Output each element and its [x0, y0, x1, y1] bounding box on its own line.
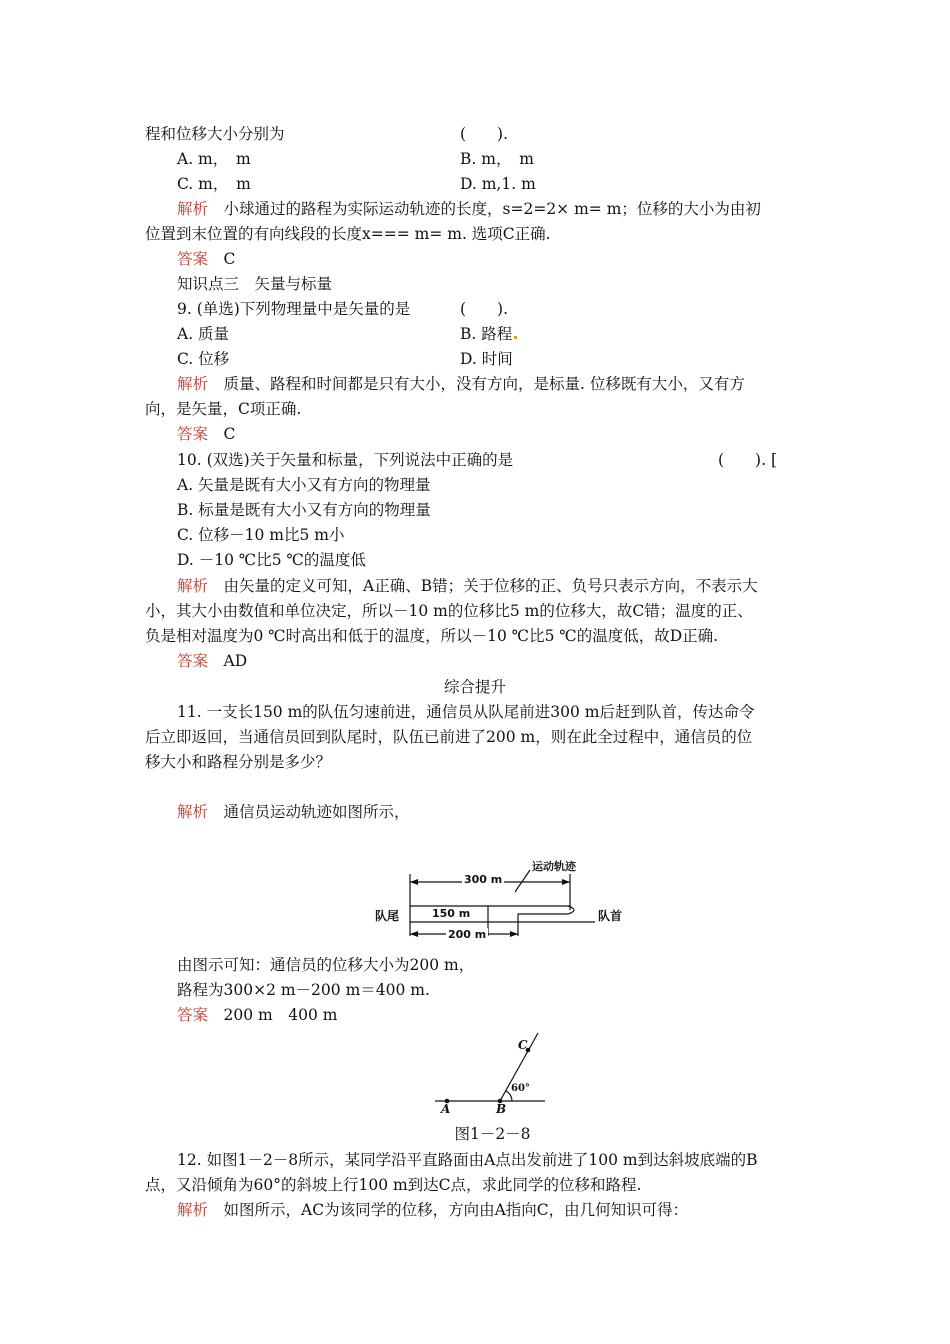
- q10-analysis-line1: 由矢量的定义可知，A正确、B错；关于位移的正、负号只表示方向，不表示大: [223, 577, 758, 595]
- fig-label-tail: 队尾: [375, 909, 400, 923]
- track-figure: [400, 852, 610, 944]
- arrow-left-200: [410, 931, 418, 937]
- q8-paren: ( ).: [460, 125, 509, 143]
- q8-stem-end: 程和位移大小分别为: [145, 125, 285, 143]
- figure-caption: 图1－2－8: [454, 1125, 531, 1143]
- q8-option-d: D. m,1. m: [460, 175, 536, 193]
- fig-label-head: 队首: [598, 909, 623, 923]
- q9-option-d: D. 时间: [460, 350, 513, 368]
- q11-analysis: [177, 802, 410, 822]
- q8-option-b: B. m， m: [460, 150, 534, 168]
- q9-option-a: A. 质量: [177, 325, 230, 343]
- analysis-label: 解析: [177, 577, 209, 595]
- q9-option-b-text: B. 路程: [460, 325, 513, 343]
- q12-analysis-text: 如图所示，AC为该同学的位移，方向由A指向C，由几何知识可得：: [223, 1201, 689, 1219]
- fig-label-200: 200 m: [448, 928, 487, 941]
- section-title: 综合提升: [443, 678, 506, 696]
- q8-analysis-line2: 位置到末位置的有向线段的长度x=== m= m. 选项C正确.: [145, 225, 551, 243]
- fig-label-track: 运动轨迹: [532, 860, 576, 873]
- fig-label-c: C: [518, 1038, 528, 1052]
- q8-answer-value: C: [223, 250, 236, 268]
- q11-analysis-text: 通信员运动轨迹如图所示，: [223, 803, 410, 821]
- q11-answer-value: 200 m 400 m: [223, 1006, 338, 1024]
- q11-line3: 移大小和路程分别是多少？: [145, 753, 332, 771]
- q8-answer: [177, 249, 235, 269]
- q10-option-b: B. 标量是既有大小又有方向的物理量: [177, 501, 431, 519]
- q9-analysis-line1: 质量、路程和时间都是只有大小，没有方向，是标量. 位移既有大小，又有方: [223, 375, 745, 393]
- fig-label-300: 300 m: [464, 873, 503, 886]
- q11-answer: [177, 1005, 337, 1025]
- label-pointer: [515, 870, 530, 892]
- answer-label: 答案: [177, 425, 209, 443]
- analysis-label: 解析: [177, 375, 209, 393]
- q9-option-c: C. 位移: [177, 350, 230, 368]
- q9-answer: [177, 424, 235, 444]
- arrow-right-300: [562, 879, 570, 885]
- fig-label-a: A: [441, 1102, 451, 1116]
- q10-analysis-line2: 小，其大小由数值和单位决定，所以－10 m的位移比5 m的位移大，故C错；温度的正、: [145, 602, 753, 620]
- fig-label-150: 150 m: [432, 907, 471, 920]
- q9-paren: ( ).: [460, 300, 509, 318]
- mark-dot: [514, 336, 517, 339]
- analysis-label: 解析: [177, 803, 209, 821]
- q12-line2: 点，又沿倾角为60°的斜坡上行100 m到达C点，求此同学的位移和路程.: [145, 1176, 642, 1194]
- q11-result-line2: 路程为300×2 m－200 m＝400 m.: [177, 981, 430, 999]
- q10-analysis: [177, 576, 758, 596]
- q10-option-d: D. －10 ℃比5 ℃的温度低: [177, 551, 366, 569]
- q9-analysis: [177, 374, 745, 394]
- q8-option-c: C. m， m: [177, 175, 251, 193]
- q10-paren: ( ). [: [718, 451, 777, 469]
- q9-analysis-line2: 向，是矢量，C项正确.: [145, 400, 302, 418]
- q10-stem: 10. (双选)关于矢量和标量，下列说法中正确的是: [177, 451, 514, 469]
- fig-label-angle: 60°: [511, 1083, 530, 1094]
- q9-answer-value: C: [223, 425, 236, 443]
- q10-answer-value: AD: [223, 652, 248, 670]
- section-heading-3: 知识点三 矢量与标量: [177, 275, 333, 293]
- q12-line1: 12. 如图1－2－8所示，某同学沿平直路面由A点出发前进了100 m到达斜坡底端的B: [177, 1151, 758, 1169]
- q10-answer: [177, 651, 247, 671]
- analysis-label: 解析: [177, 200, 209, 218]
- q11-line1: 11. 一支长150 m的队伍匀速前进，通信员从队尾前进300 m后赶到队首，传达命令: [177, 703, 755, 721]
- q10-analysis-line3: 负是相对温度为0 ℃时高出和低于的温度，所以－10 ℃比5 ℃的温度低，故D正确.: [145, 627, 719, 645]
- q9-stem: 9. (单选)下列物理量中是矢量的是: [177, 300, 411, 318]
- q8-analysis: [177, 199, 761, 219]
- q8-option-a: A. m， m: [177, 150, 251, 168]
- fig-label-b: B: [496, 1102, 507, 1116]
- q8-analysis-line1: 小球通过的路程为实际运动轨迹的长度，s=2=2× m= m；位移的大小为由初: [223, 200, 761, 218]
- q10-option-a: A. 矢量是既有大小又有方向的物理量: [177, 476, 431, 494]
- answer-label: 答案: [177, 652, 209, 670]
- arrow-left-300: [410, 879, 418, 885]
- q12-analysis: [177, 1200, 688, 1220]
- arrow-right-200: [510, 931, 518, 937]
- q11-line2: 后立即返回，当通信员回到队尾时，队伍已前进了200 m，则在此全过程中，通信员的位: [145, 728, 753, 746]
- q9-option-b: [460, 324, 517, 344]
- answer-label: 答案: [177, 250, 209, 268]
- q10-option-c: C. 位移－10 m比5 m小: [177, 526, 345, 544]
- answer-label: 答案: [177, 1006, 209, 1024]
- q11-result-line1: 由图示可知：通信员的位移大小为200 m，: [177, 956, 475, 974]
- analysis-label: 解析: [177, 1201, 209, 1219]
- track-turn: [568, 906, 574, 914]
